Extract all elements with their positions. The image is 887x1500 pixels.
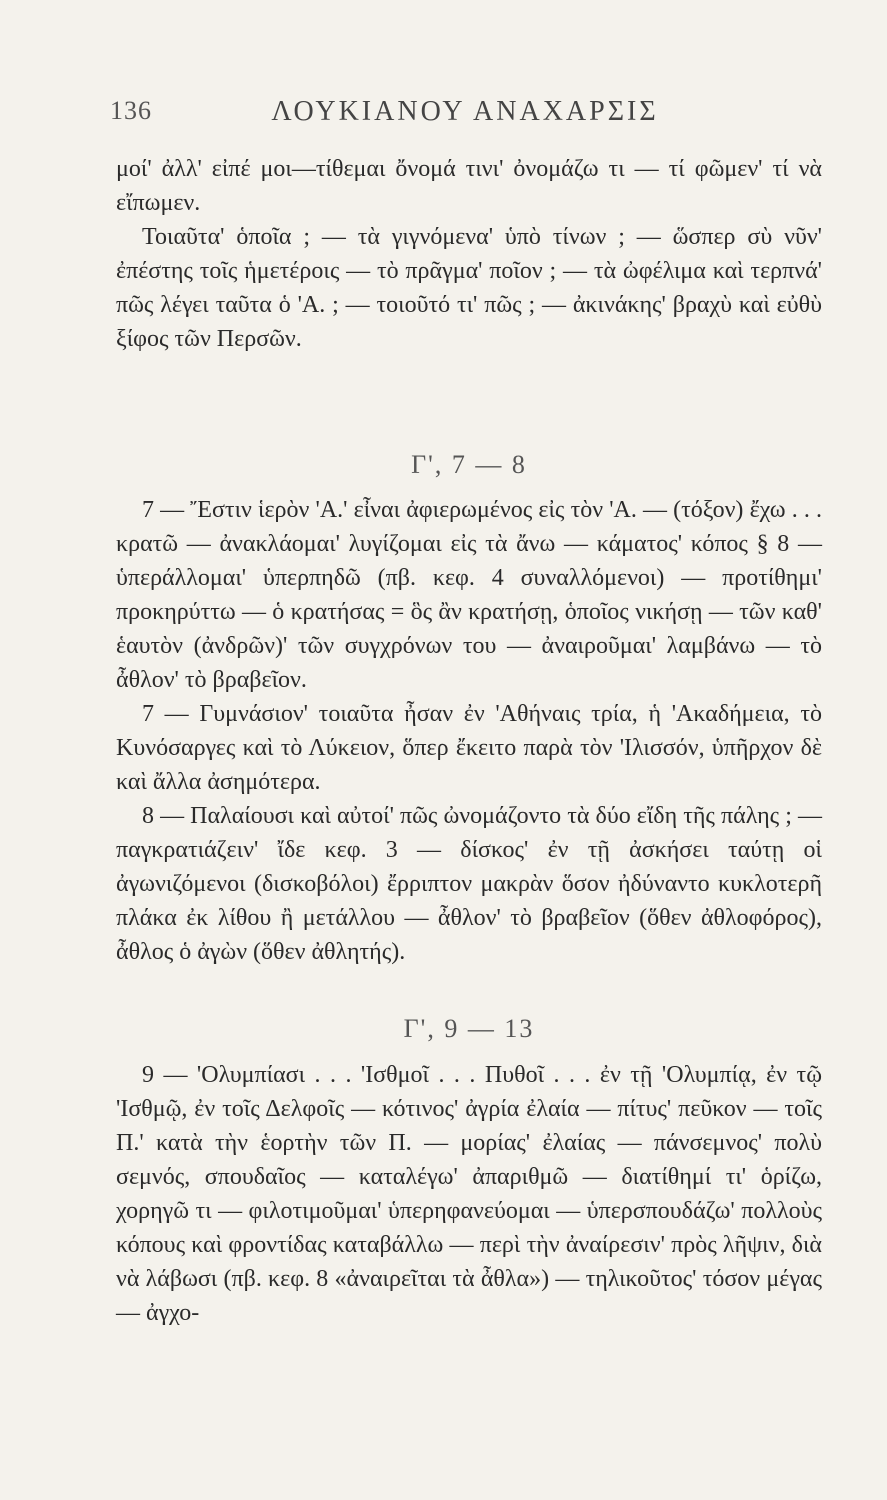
running-title: ΛΟΥΚΙΑΝΟΥ ΑΝΑΧΑΡΣΙΣ <box>271 96 659 127</box>
section-9-13 <box>116 1058 822 1330</box>
page-header <box>110 96 820 136</box>
paragraph: 7 — Ἔστιν ἱερὸν 'Α.' εἶναι ἀφιερωμένος εἰς τὸν 'Α. — (τόξον) ἔχω . . . κρατῶ — ἀνακλάομαι' λυγίζομαι εἰς τὰ ἄνω — κάματος' κόπος § 8 — ὑπεράλλομαι' ὑπερπηδῶ (πβ. κεφ. 4 συναλλόμενοι) — προτίθημι' προκηρύττω — ὁ κρατήσας = ὃς ἂν κρατήσῃ, ὁποῖος νικήσῃ — τῶν καθ' ἑαυτὸν (ἀνδρῶν)' τῶν συγχρόνων του — ἀναιροῦμαι' λαμβάνω — τὸ ἆθλον' τὸ βραβεῖον. <box>116 497 822 693</box>
paragraph: μοί' ἀλλ' εἰπέ μοι—τίθεμαι ὄνομά τινι' ὀνομάζω τι — τί φῶμεν' τί νὰ εἴπωμεν. <box>116 156 822 216</box>
section-heading: Γ', 9 — 13 <box>403 1014 535 1043</box>
paragraph: 8 — Παλαίουσι καὶ αὐτοί' πῶς ὠνομάζοντο τὰ δύο εἴδη τῆς πάλης ; — παγκρατιάζειν' ἴδε κεφ. 3 — δίσκος' ἐν τῇ ἀσκήσει ταύτῃ οἱ ἀγωνιζόμενοι (δισκοβόλοι) ἔρριπτον μακρὰν ὅσον ἠδύναντο κυκλοτερῆ πλάκα ἐκ λίθου ἢ μετάλλου — ἆθλον' τὸ βραβεῖον (ὅθεν ἀθλοφόρος), ἆθλος ὁ ἀγὼν (ὅθεν ἀθλητής). <box>116 803 822 965</box>
paragraph: 9 — 'Ολυμπίασι . . . 'Ισθμοῖ . . . Πυθοῖ . . . ἐν τῇ 'Ολυμπίᾳ, ἐν τῷ 'Ισθμῷ, ἐν τοῖς Δελφοῖς — κότινος' ἀγρία ἐλαία — πίτυς' πεῦκον — τοῖς Π.' κατὰ τὴν ἑορτὴν τῶν Π. — μορίας' ἐλαίας — πάνσεμνος' πολὺ σεμνός, σπουδαῖος — καταλέγω' ἀπαριθμῶ — διατίθημί τι' ὁρίζω, χορηγῶ τι — φιλοτιμοῦμαι' ὑπερηφανεύομαι — ὑπερσπουδάζω' πολλοὺς κόπους καὶ φροντίδας καταβάλλω — περὶ τὴν ἀναίρεσιν' πρὸς λῆψιν, διὰ νὰ λάβωσι (πβ. κεφ. 8 «ἀναιρεῖται τὰ ἆθλα») — τηλικοῦτος' τόσον μέγας — ἀγχο- <box>116 1062 822 1326</box>
paragraph: 7 — Γυμνάσιον' τοιαῦτα ἦσαν ἐν 'Αθήναις τρία, ἡ 'Ακαδήμεια, τὸ Κυνόσαργες καὶ τὸ Λύκειον, ὅπερ ἔκειτο παρὰ τὸν 'Ιλισσόν, ὑπῆρχον δὲ καὶ ἄλλα ἀσημότερα. <box>116 701 822 795</box>
page-number: 136 <box>110 96 152 125</box>
paragraph: Τοιαῦτα' ὁποῖα ; — τὰ γιγνόμενα' ὑπὸ τίνων ; — ὥσπερ σὺ νῦν' ἐπέστης τοῖς ἡμετέροις — τὸ πρᾶγμα' ποῖον ; — τὰ ὠφέλιμα καὶ τερπνά' πῶς λέγει ταῦτα ὁ 'Α. ; — τοιοῦτό τι' πῶς ; — ἀκινάκης' βραχὺ καὶ εὐθὺ ξίφος τῶν Περσῶν. <box>116 224 822 352</box>
section-7-8 <box>116 493 822 969</box>
section-intro <box>116 152 822 356</box>
section-heading: Γ', 7 — 8 <box>411 450 527 479</box>
